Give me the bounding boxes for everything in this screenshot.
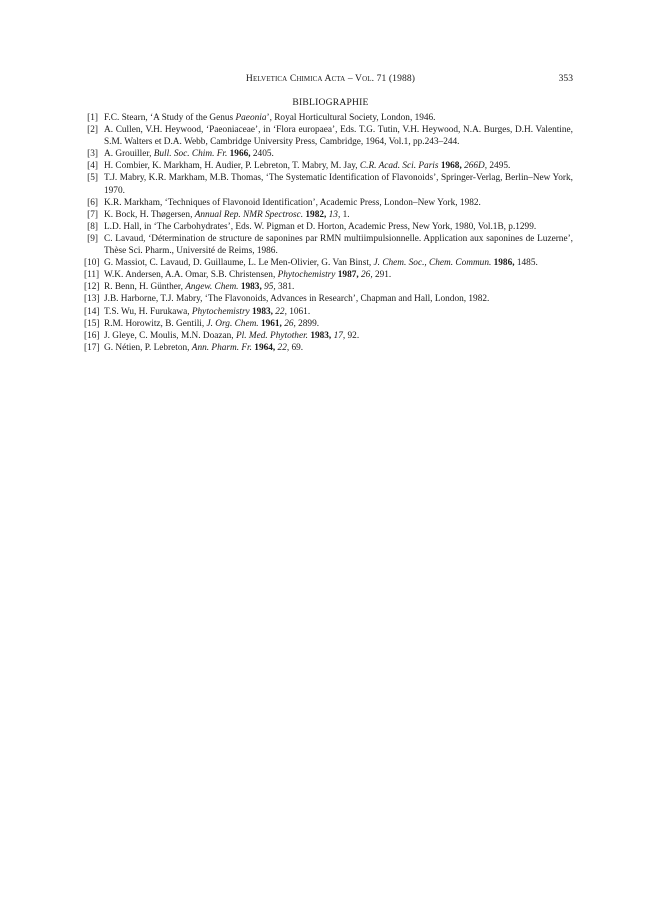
bold-segment: 1983, <box>310 330 332 341</box>
reference-item <box>88 148 573 160</box>
reference-number: [13] <box>84 294 100 305</box>
reference-number: [15] <box>84 318 100 329</box>
text-segment: F.C. Stearn, ‘A Study of the Genus <box>104 113 236 123</box>
text-segment: R. Benn, H. Günther, <box>104 282 186 293</box>
reference-text <box>104 233 573 257</box>
text-segment: J. Gleye, C. Moulis, M.N. Doazan, <box>104 330 236 341</box>
reference-item <box>88 197 573 209</box>
reference-item <box>84 330 573 342</box>
reference-number: [2] <box>87 125 98 136</box>
text-segment: 2405. <box>250 149 274 160</box>
italic-segment: C.R. Acad. Sci. Paris <box>359 161 439 172</box>
reference-text <box>104 281 573 293</box>
text-segment: 381. <box>275 282 295 293</box>
text-segment: G. Massiot, C. Lavaud, D. Guillaume, L. Le Men-Olivier, G. Van Binst, <box>104 258 374 269</box>
reference-number: [5] <box>87 173 98 184</box>
reference-text <box>104 148 573 160</box>
reference-text <box>104 124 573 148</box>
bold-segment: 1983, <box>252 306 273 317</box>
reference-item <box>84 306 573 318</box>
text-segment: 2495. <box>487 161 511 172</box>
reference-item <box>88 209 573 221</box>
reference-text <box>104 318 573 330</box>
text-segment: A. Cullen, V.H. Heywood, ‘Paeoniaceae’, in ‘Flora europaea’, Eds. T.G. Tutin, V.H. Heywood, N.A. Burges, D.H. Valentine, S.M. Walters et D.A. Webb, Cambridge University Press, Cambridge, 1964, Vol.1, pp.243–244. <box>104 125 573 148</box>
reference-item <box>88 233 573 257</box>
reference-number: [6] <box>87 197 98 208</box>
bold-segment: 1968, <box>440 161 462 172</box>
italic-segment: 26, <box>284 318 296 329</box>
reference-text <box>104 342 573 354</box>
reference-text <box>104 306 573 318</box>
reference-item <box>84 293 573 305</box>
text-segment: L.D. Hall, in ‘The Carbohydrates’, Eds. W. Pigman et D. Horton, Academic Press, New York, 1980, Vol.1B, p.1299. <box>104 221 537 232</box>
reference-text <box>104 172 573 196</box>
text-segment: T.S. Wu, H. Furukawa, <box>104 306 192 317</box>
bold-segment: 1986, <box>493 258 515 269</box>
reference-number: [14] <box>84 306 100 317</box>
text-segment: R.M. Horowitz, B. Gentili, <box>104 318 207 329</box>
reference-text <box>104 221 573 233</box>
text-segment: 2899. <box>295 318 320 329</box>
reference-number: [7] <box>87 209 98 220</box>
reference-item <box>84 269 573 281</box>
reference-item <box>84 281 573 293</box>
text-segment: 92. <box>345 330 360 341</box>
italic-segment: 22, <box>277 342 290 353</box>
text-segment: 69. <box>289 342 304 353</box>
bold-segment: 1964, <box>254 342 276 353</box>
reference-item <box>84 342 573 354</box>
reference-item <box>84 318 573 330</box>
reference-item <box>88 124 573 148</box>
reference-text <box>104 257 573 269</box>
reference-item <box>84 257 573 269</box>
reference-text <box>104 197 573 209</box>
reference-number: [17] <box>84 342 100 353</box>
section-title: BIBLIOGRAPHIE <box>292 97 369 108</box>
page-number: 353 <box>558 73 573 84</box>
italic-segment: 95, <box>264 282 276 293</box>
reference-item <box>88 112 573 124</box>
reference-text <box>104 293 573 305</box>
italic-segment: Bull. Soc. Chim. Fr. <box>153 149 228 160</box>
italic-segment: 22, <box>275 306 287 317</box>
italic-segment: Phytochemistry <box>191 306 250 317</box>
journal-title: Helvetica Chimica Acta – Vol. 71 (1988) <box>245 73 416 84</box>
italic-segment: Angew. Chem. <box>185 282 239 293</box>
italic-segment: Pl. Med. Phytother. <box>235 330 308 341</box>
reference-number: [9] <box>87 233 98 244</box>
reference-number: [3] <box>87 149 98 160</box>
bold-segment: 1961, <box>260 318 282 329</box>
text-segment: 1061. <box>286 306 311 317</box>
reference-item <box>88 221 573 233</box>
text-segment: C. Lavaud, ‘Détermination de structure de saponines par RMN multiimpulsionnelle. Application aux saponines de Luzerne’, Thèse Sci. Pharm., Université de Reims, 1986. <box>104 233 573 257</box>
italic-segment: Ann. Pharm. Fr. <box>191 342 252 353</box>
italic-segment: 266D, <box>464 161 488 172</box>
reference-list <box>84 112 573 354</box>
bold-segment: 1987, <box>337 270 359 281</box>
text-segment: 291. <box>372 270 392 281</box>
reference-text <box>104 112 573 124</box>
italic-segment: J. Org. Chem. <box>206 318 259 329</box>
text-segment: T.J. Mabry, K.R. Markham, M.B. Thomas, ‘The Systematic Identification of Flavonoids’, Springer-Verlag, Berlin–New York, 1970. <box>104 173 573 196</box>
text-segment: J.B. Harborne, T.J. Mabry, ‘The Flavonoids, Advances in Research’, Chapman and Hall, London, 1982. <box>104 294 490 305</box>
reference-number: [1] <box>87 113 98 123</box>
reference-text <box>104 209 573 221</box>
bold-segment: 1982, <box>305 209 327 220</box>
text-segment: 1485. <box>514 258 538 269</box>
reference-number: [8] <box>87 221 98 232</box>
reference-item <box>88 172 573 196</box>
italic-segment: Annual Rep. NMR Spectrosc. <box>194 209 304 220</box>
text-segment: K. Bock, H. Thøgersen, <box>104 209 195 220</box>
italic-segment: 17, <box>333 330 346 341</box>
reference-text <box>104 269 573 281</box>
italic-segment: Phytochemistry <box>277 270 336 281</box>
text-segment: 1. <box>340 209 350 220</box>
reference-number: [4] <box>87 161 98 172</box>
reference-number: [11] <box>84 270 100 281</box>
reference-number: [12] <box>84 282 100 293</box>
text-segment: G. Nétien, P. Lebreton, <box>104 342 192 353</box>
bold-segment: 1966, <box>229 149 251 160</box>
italic-segment: J. Chem. Soc., Chem. Commun. <box>373 258 492 269</box>
text-segment: W.K. Andersen, A.A. Omar, S.B. Christensen, <box>104 270 278 281</box>
text-segment: A. Grouiller, <box>104 149 154 160</box>
reference-item <box>88 160 573 172</box>
text-segment: H. Combier, K. Markham, H. Audier, P. Lebreton, T. Mabry, M. Jay, <box>104 161 360 172</box>
reference-text <box>104 330 573 342</box>
text-segment: K.R. Markham, ‘Techniques of Flavonoid Identification’, Academic Press, London–New York, 1982. <box>104 197 481 208</box>
reference-number: [16] <box>84 330 100 341</box>
text-segment: ’, Royal Horticultural Society, London, 1946. <box>266 113 436 123</box>
italic-segment: Paeonia <box>235 113 267 123</box>
bold-segment: 1983, <box>240 282 262 293</box>
italic-segment: 26, <box>361 270 373 281</box>
reference-text <box>104 160 573 172</box>
reference-number: [10] <box>84 258 100 269</box>
italic-segment: 13, <box>328 209 341 220</box>
